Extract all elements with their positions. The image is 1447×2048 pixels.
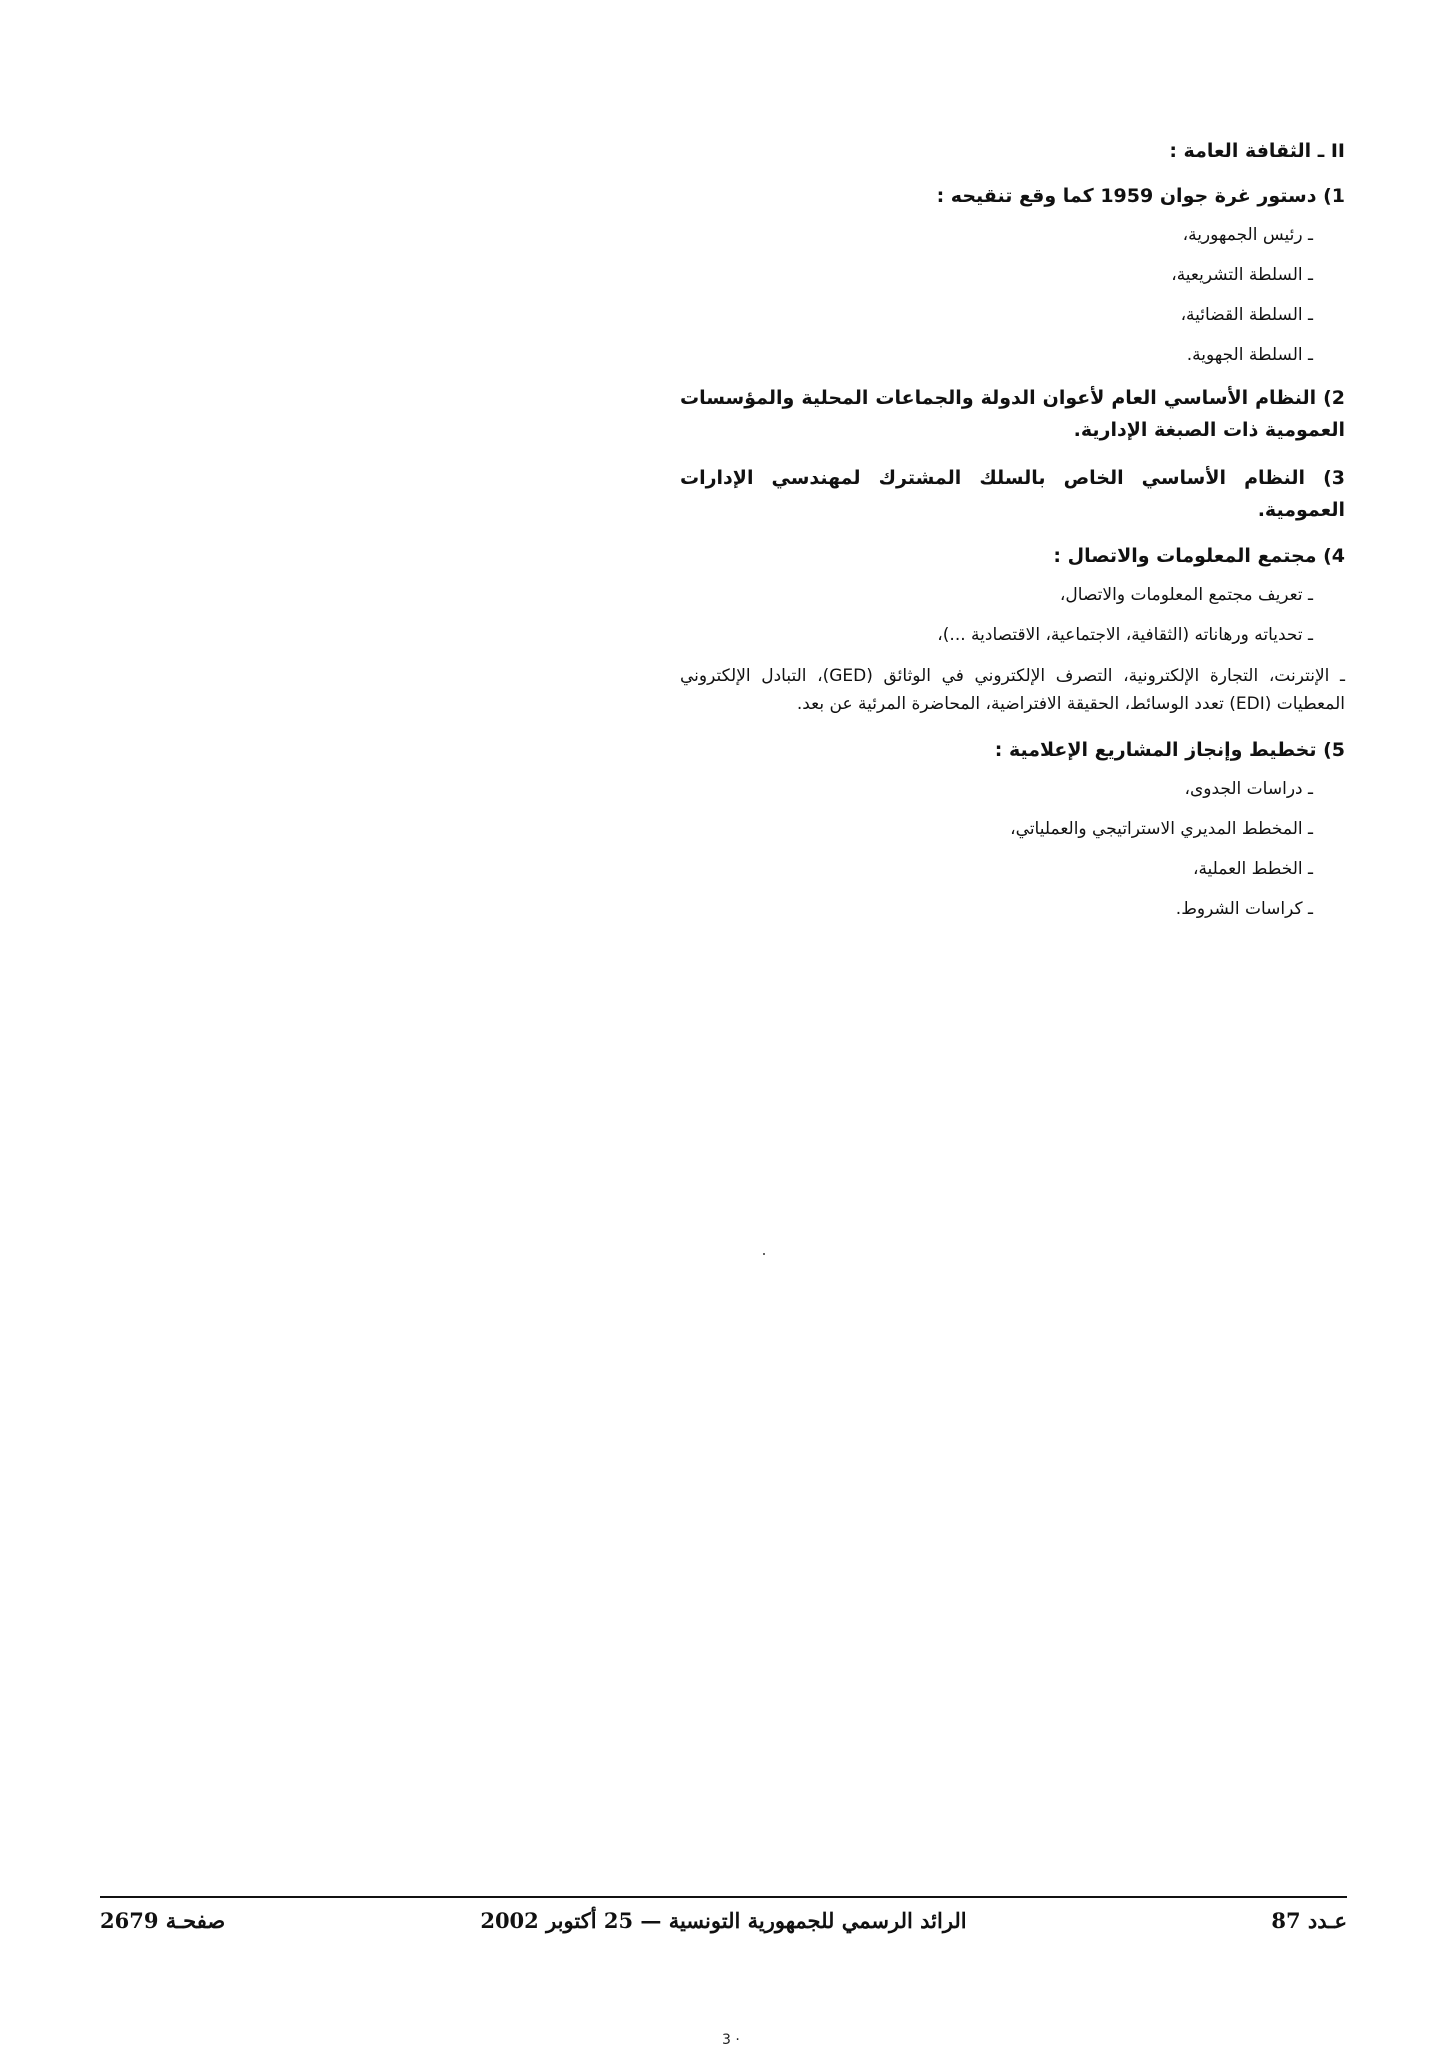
part-5-item: ـ كراسات الشروط. [1175, 899, 1313, 919]
part-1-item: ـ السلطة الجهوية. [1186, 345, 1313, 365]
footer-divider [100, 1896, 1347, 1898]
part-4-item: ـ تعريف مجتمع المعلومات والاتصال، [1059, 585, 1313, 605]
stray-dot [763, 1253, 765, 1255]
part-1-item: ـ رئيس الجمهورية، [1182, 225, 1313, 245]
part-4-paragraph: ـ الإنترنت، التجارة الإلكترونية، التصرف الإلكتروني في الوثائق (GED)، التبادل الإلكتروني المعطيات (EDI) تعدد الوسائط، الحقيقة الافتراضية، المحاضرة المرئية عن بعد. [680, 666, 1345, 714]
section-title: II ـ الثقافة العامة : [1169, 140, 1345, 162]
bottom-page-mark: 3 · [722, 2032, 740, 2048]
part-4-heading: 4) مجتمع المعلومات والاتصال : [1053, 545, 1345, 567]
footer-journal-title: الرائد الرسمي للجمهورية التونسية — 25 أكتوبر 2002 [480, 1908, 967, 1933]
text-column [680, 140, 1345, 936]
part-3-heading: 3) النظام الأساسي الخاص بالسلك المشترك لمهندسي الإدارات العمومية. [680, 467, 1345, 521]
part-2-heading: 2) النظام الأساسي العام لأعوان الدولة والجماعات المحلية والمؤسسات العمومية ذات الصبغة الإدارية. [680, 387, 1345, 441]
page-footer [100, 1908, 1347, 1944]
part-5-item: ـ الخطط العملية، [1192, 859, 1313, 879]
part-4-item: ـ تحدياته ورهاناته (الثقافية، الاجتماعية، الاقتصادية ...)، [937, 625, 1313, 645]
part-1-heading: 1) دستور غرة جوان 1959 كما وقع تنقيحه : [936, 185, 1345, 207]
part-5-item: ـ دراسات الجدوى، [1184, 779, 1313, 799]
part-5-heading: 5) تخطيط وإنجاز المشاريع الإعلامية : [994, 739, 1345, 761]
footer-issue-number: عـدد 87 [1271, 1908, 1347, 1933]
part-1-item: ـ السلطة القضائية، [1180, 305, 1313, 325]
part-1-item: ـ السلطة التشريعية، [1171, 265, 1313, 285]
part-5-item: ـ المخطط المديري الاستراتيجي والعملياتي، [1010, 819, 1313, 839]
footer-page-number: صفحـة 2679 [100, 1908, 226, 1933]
